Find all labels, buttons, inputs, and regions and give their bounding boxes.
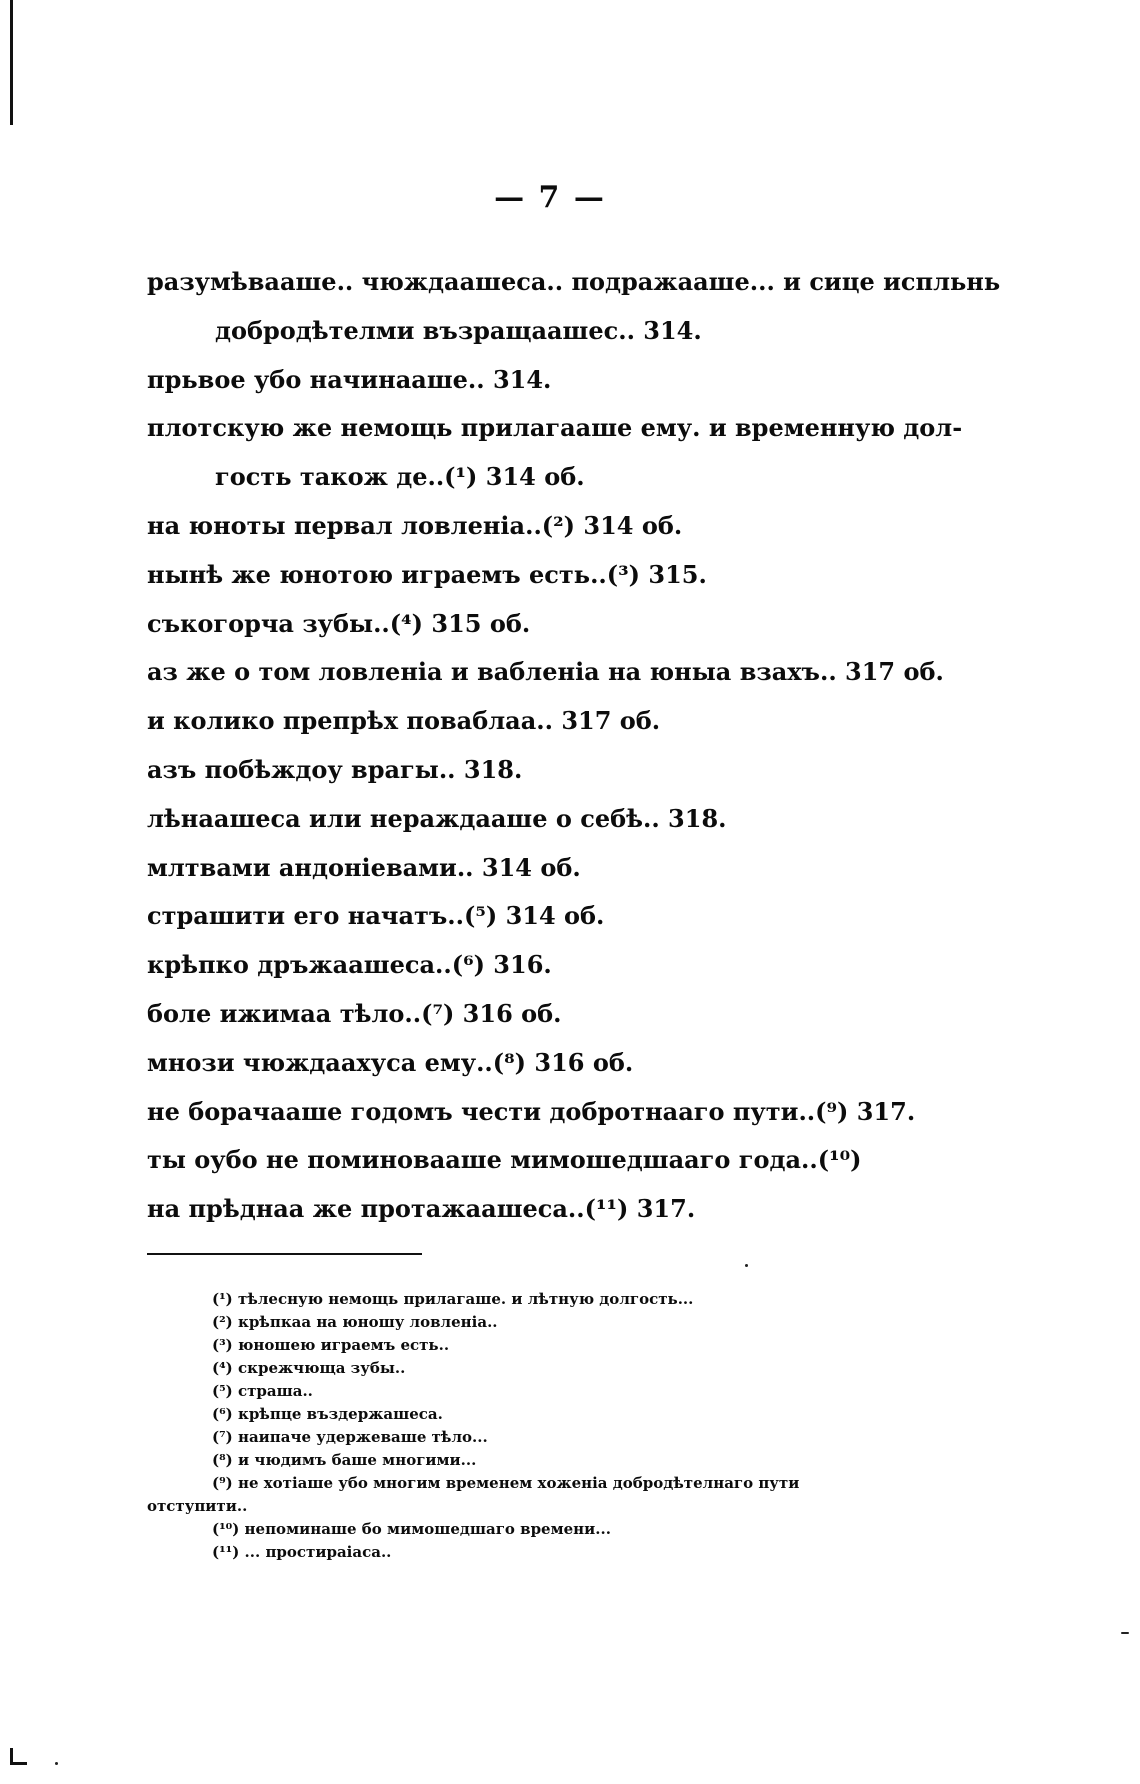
index-entry-line: съкогорча зубы..(⁴) 315 об. <box>147 608 531 638</box>
footnote-line: отступити.. <box>147 1497 248 1515</box>
index-entry-line: крѣпко дръжаашеса..(⁶) 316. <box>147 950 552 980</box>
index-entries <box>147 258 1007 1234</box>
scan-speck <box>55 1762 58 1765</box>
index-entry-line: ты оубо не поминоваaше мимошедшаагo года..(¹⁰) <box>147 1145 862 1175</box>
index-entry-line: гость також де..(¹) 314 об. <box>215 462 585 492</box>
scan-edge-mark <box>10 0 13 125</box>
footnote-line: (¹) тѣлесную немощь прилагаше. и лѣтную долгость... <box>212 1290 694 1308</box>
scan-speck <box>1121 1632 1129 1634</box>
index-entry-line: на прѣднаа же протажаашеса..(¹¹) 317. <box>147 1194 696 1224</box>
index-entry-line: на юноты первал ловленіа..(²) 314 об. <box>147 510 683 540</box>
index-entry-line: нынѣ же юнотою играемъ есть..(³) 315. <box>147 559 707 589</box>
index-entry-line: и колико препрѣх поваблаа.. 317 об. <box>147 706 661 736</box>
index-entry-line: плотскую же немощь прилагааше ему. и временную дол- <box>147 413 963 443</box>
footnotes <box>147 1288 967 1564</box>
footnote-line: (⁶) крѣпце въздержашеса. <box>212 1405 443 1423</box>
index-entry-line: азъ побѣждоу врагы.. 318. <box>147 754 523 784</box>
scan-speck <box>745 1264 748 1267</box>
page-number: — 7 — <box>494 180 606 215</box>
index-entry-line: боле ижимаа тѣло..(⁷) 316 об. <box>147 998 562 1028</box>
footnote-line: (⁷) наипаче удержеваше тѣло... <box>212 1428 488 1446</box>
index-entry-line: лѣнаашеса или нераждааше о себѣ.. 318. <box>147 803 727 833</box>
footnote-divider <box>147 1253 422 1255</box>
index-entry-line: млтвами андоніевами.. 314 об. <box>147 852 581 882</box>
index-entry-line: разумѣвааше.. чюждаашеса.. подражааше... и сице испльнь <box>147 267 1001 296</box>
footnote-line: (⁴) скрежчюща зубы.. <box>212 1359 406 1377</box>
footnote-line: (²) крѣпкаа на юношу ловленіа.. <box>212 1313 498 1331</box>
footnote-line: (³) юношею играемъ есть.. <box>212 1336 450 1354</box>
index-entry-line: мнози чюждаахуса ему..(⁸) 316 об. <box>147 1047 634 1077</box>
index-entry-line: добродѣтелми възращаашеc.. 314. <box>215 315 702 345</box>
footnote-line: (⁹) не хотiаше убо многим временем хоженіа добродѣтелнаго пути <box>212 1474 800 1492</box>
footnote-line: (⁵) страша.. <box>212 1382 313 1400</box>
index-entry-line: не борачааше годомъ чести добротнаагo пути..(⁹) 317. <box>147 1096 916 1126</box>
index-entry-line: аз же о том ловленіа и вабленіа на юныа взахъ.. 317 об. <box>147 657 944 687</box>
footnote-line: (⁸) и чюдимъ баше многими... <box>212 1451 477 1469</box>
footnote-line: (¹⁰) непоминаше бо мимошедшаго времени... <box>212 1520 611 1538</box>
scan-corner-mark <box>10 1748 27 1765</box>
index-entry-line: страшити его начатъ..(⁵) 314 об. <box>147 901 605 931</box>
footnote-line: (¹¹) ... простираiаса.. <box>212 1543 392 1561</box>
index-entry-line: прьвое убо начинааше.. 314. <box>147 364 552 394</box>
